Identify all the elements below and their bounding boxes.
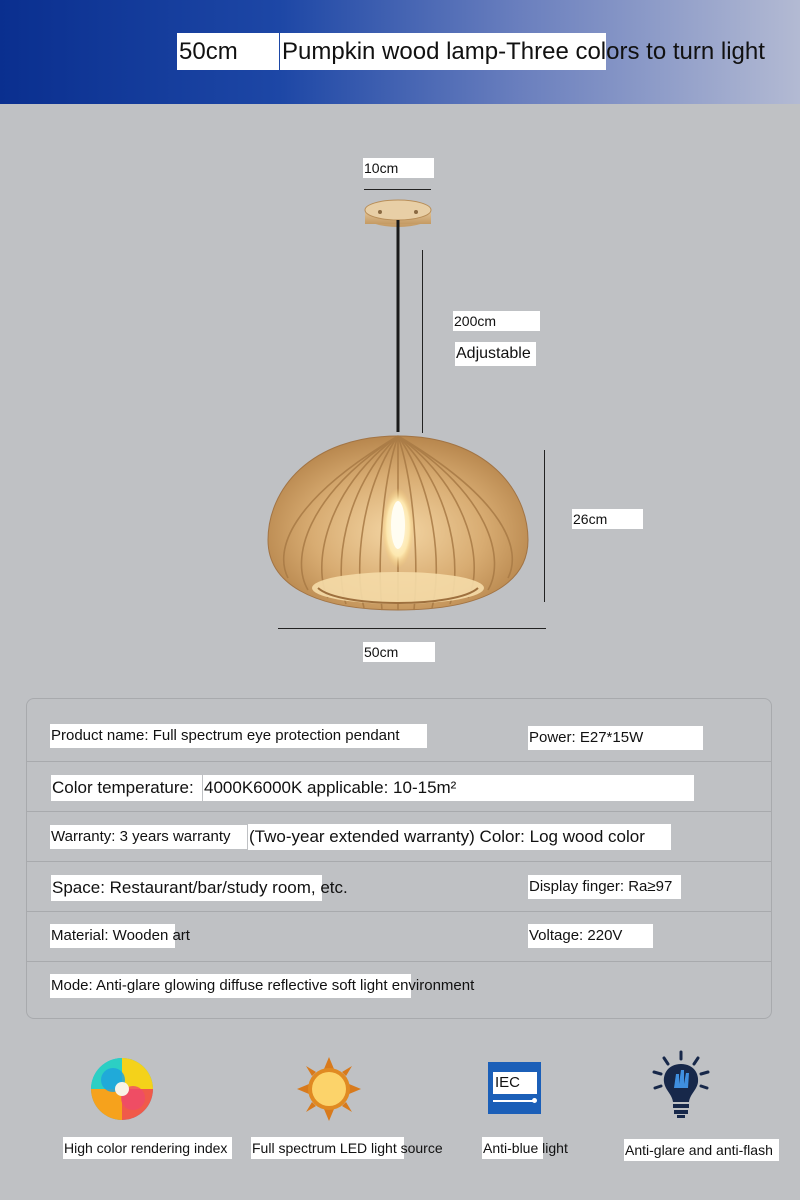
spec-warranty: Warranty: 3 years warranty <box>50 825 247 849</box>
feature-label-anti-blue: Anti-blue light <box>482 1137 543 1159</box>
feature-label-full-spectrum: Full spectrum LED light source <box>251 1137 404 1159</box>
spec-material: Material: Wooden art <box>50 924 175 948</box>
spec-color-temperature-value: 4000K6000K applicable: 10-15m² <box>203 775 694 801</box>
shade-width-label: 50cm <box>363 642 435 662</box>
cord-length-label: 200cm <box>453 311 540 331</box>
cord-adjustable-label: Adjustable <box>455 342 536 366</box>
shade-height-label: 26cm <box>572 509 643 529</box>
spec-warranty-extended: (Two-year extended warranty) Color: Log wood color <box>248 824 671 850</box>
header-banner <box>0 0 800 104</box>
bulb <box>391 501 405 549</box>
iec-badge-text: IEC <box>493 1072 537 1094</box>
spec-display-finger: Display finger: Ra≥97 <box>528 875 681 899</box>
spec-product-name: Product name: Full spectrum eye protection pendant <box>50 724 427 748</box>
hand-bulb-icon <box>650 1050 712 1120</box>
iec-badge-icon <box>488 1062 541 1114</box>
canopy-width-label: 10cm <box>363 158 434 178</box>
spec-color-temperature-label: Color temperature: <box>51 775 202 801</box>
canopy-face <box>365 200 431 220</box>
feature-label-anti-glare: Anti-glare and anti-flash <box>624 1139 779 1161</box>
header-title: Pumpkin wood lamp-Three colors to turn light <box>280 33 606 70</box>
pumpkin-lamp-illustration <box>250 190 550 620</box>
shade-width-line <box>278 628 546 629</box>
header-size-label: 50cm <box>177 33 279 70</box>
shade-opening <box>312 572 484 604</box>
sun-icon <box>297 1057 361 1121</box>
spec-mode: Mode: Anti-glare glowing diffuse reflective soft light environment <box>50 974 411 998</box>
spec-table <box>26 698 772 1019</box>
color-wheel-icon <box>89 1056 155 1122</box>
feature-label-color-rendering: High color rendering index <box>63 1137 232 1159</box>
spec-voltage: Voltage: 220V <box>528 924 653 948</box>
spec-space: Space: Restaurant/bar/study room, etc. <box>51 875 322 901</box>
spec-power: Power: E27*15W <box>528 726 703 750</box>
